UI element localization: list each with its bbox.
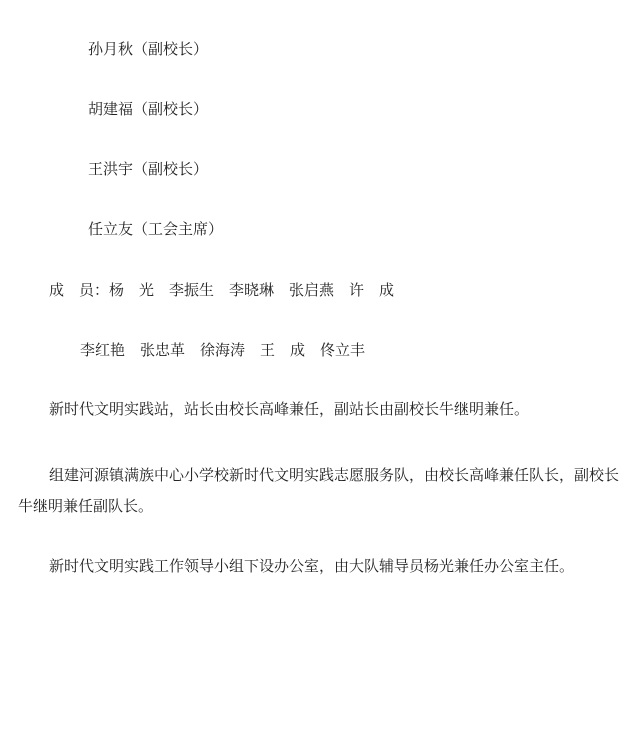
union-chair-line: 任立友（工会主席） (88, 220, 224, 238)
office-paragraph: 新时代文明实践工作领导小组下设办公室，由大队辅导员杨光兼任办公室主任。 (49, 557, 575, 575)
deputy-line-2: 胡建福（副校长） (88, 100, 209, 118)
practice-station-paragraph: 新时代文明实践站，站长由校长高峰兼任，副站长由副校长牛继明兼任。 (49, 400, 530, 418)
deputy-line-1: 孙月秋（副校长） (88, 40, 209, 58)
deputy-line-3: 王洪宇（副校长） (88, 160, 209, 178)
members-line-1: 成 员：杨 光 李振生 李晓琳 张启燕 许 成 (49, 281, 395, 299)
members-line-2: 李红艳 张忠革 徐海涛 王 成 佟立丰 (80, 341, 366, 359)
volunteer-team-paragraph: 组建河源镇满族中心小学校新时代文明实践志愿服务队，由校长高峰兼任队长，副校长牛继明兼任副队长。 (18, 466, 620, 515)
